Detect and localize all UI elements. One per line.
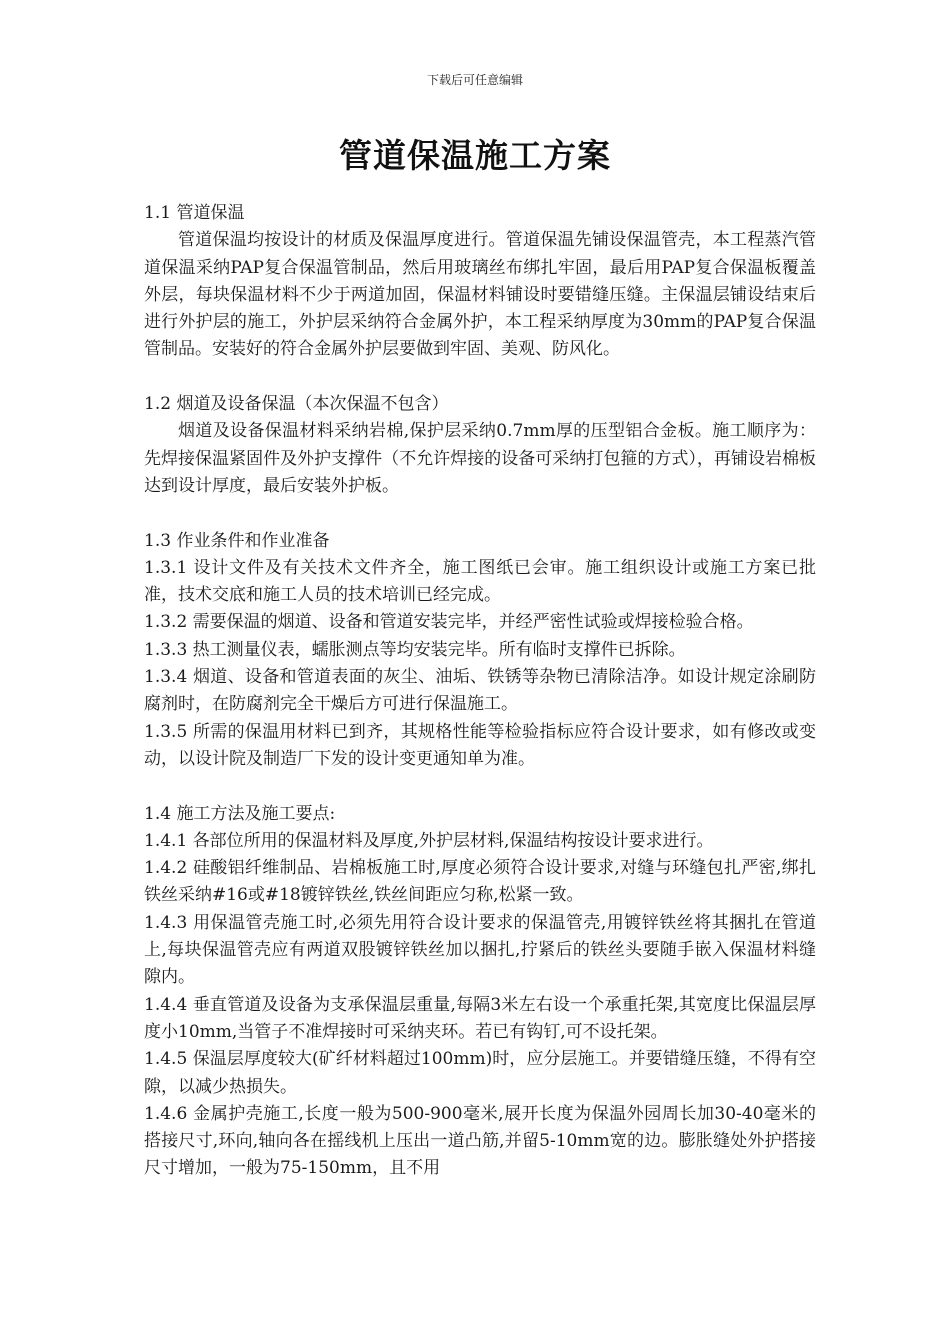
header-note: 下载后可任意编辑 <box>426 73 523 87</box>
list-item-1-3-2: 1.3.2 需要保温的烟道、设备和管道安装完毕，并经严密性试验或焊接检验合格。 <box>144 612 754 633</box>
list-item-1-3-1: 1.3.1 设计文件及有关技术文件齐全，施工图纸已会审。施工组织设计或施工方案已批准，技术交底和施工人员的技术培训已经完成。 <box>144 557 816 606</box>
list-item-1-4-3: 1.4.3 用保温管壳施工时,必须先用符合设计要求的保温管壳,用镀锌铁丝将其捆扎在管道上,每块保温管壳应有两道双股镀锌铁丝加以捆扎,拧紧后的铁丝头要随手嵌入保温材料缝隙内。 <box>144 912 816 988</box>
list-item-1-4-1: 1.4.1 各部位所用的保温材料及厚度,外护层材料,保温结构按设计要求进行。 <box>144 830 714 851</box>
section-body-1-1: 管道保温均按设计的材质及保温厚度进行。管道保温先铺设保温管壳，本工程蒸汽管道保温采纳PAP复合保温管制品，然后用玻璃丝布绑扎牢固，最后用PAP复合保温板覆盖外层，每块保温材料不少于两道加固，保温材料铺设时要错缝压缝。主保温层铺设结束后进行外护层的施工，外护层采纳符合金属外护，本工程采纳厚度为30mm的PAP复合保温管制品。安装好的符合金属外护层要做到牢固、美观、防风化。 <box>144 230 816 360</box>
list-item-1-4-5: 1.4.5 保温层厚度较大(矿纤材料超过100mm)时，应分层施工。并要错缝压缝，不得有空隙，以减少热损失。 <box>144 1049 816 1097</box>
section-heading-1-4: 1.4 施工方法及施工要点: <box>144 803 336 824</box>
section-heading-1-2: 1.2 烟道及设备保温（本次保温不包含） <box>144 394 449 415</box>
document-body <box>144 200 816 1183</box>
list-item-1-3-5: 1.3.5 所需的保温用材料已到齐，其规格性能等检验指标应符合设计要求，如有修改或变动，以设计院及制造厂下发的设计变更通知单为准。 <box>144 721 816 769</box>
list-item-1-4-2: 1.4.2 硅酸铝纤维制品、岩棉板施工时,厚度必须符合设计要求,对缝与环缝包扎严密,绑扎铁丝采纳#16或#18镀锌铁丝,铁丝间距应匀称,松紧一致。 <box>144 858 816 906</box>
section-body-1-2: 烟道及设备保温材料采纳岩棉,保护层采纳0.7mm厚的压型铝合金板。施工顺序为：先焊接保温紧固件及外护支撑件（不允许焊接的设备可采纳打包箍的方式），再铺设岩棉板达到设计厚度，最后安装外护板。 <box>144 421 816 496</box>
section-heading-1-3: 1.3 作业条件和作业准备 <box>144 530 330 551</box>
list-item-1-4-6: 1.4.6 金属护壳施工,长度一般为500-900毫米,展开长度为保温外园周长加30-40毫米的搭接尺寸,环向,轴向各在摇线机上压出一道凸筋,并留5-10mm宽的边。膨胀缝处外护搭接尺寸增加，一般为75-150mm，且不用 <box>144 1103 816 1179</box>
list-item-1-3-4: 1.3.4 烟道、设备和管道表面的灰尘、油垢、铁锈等杂物已清除洁净。如设计规定涂刷防腐剂时，在防腐剂完全干燥后方可进行保温施工。 <box>144 667 816 715</box>
list-item-1-3-3: 1.3.3 热工测量仪表，蠕胀测点等均安装完毕。所有临时支撑件已拆除。 <box>144 639 686 660</box>
list-item-1-4-4: 1.4.4 垂直管道及设备为支承保温层重量,每隔3米左右设一个承重托架,其宽度比保温层厚度小10mm,当管子不准焊接时可采纳夹环。若已有钩钉,可不设托架。 <box>144 994 816 1042</box>
section-heading-1-1: 1.1 管道保温 <box>144 203 245 223</box>
document-title: 管道保温施工方案 <box>339 136 611 175</box>
